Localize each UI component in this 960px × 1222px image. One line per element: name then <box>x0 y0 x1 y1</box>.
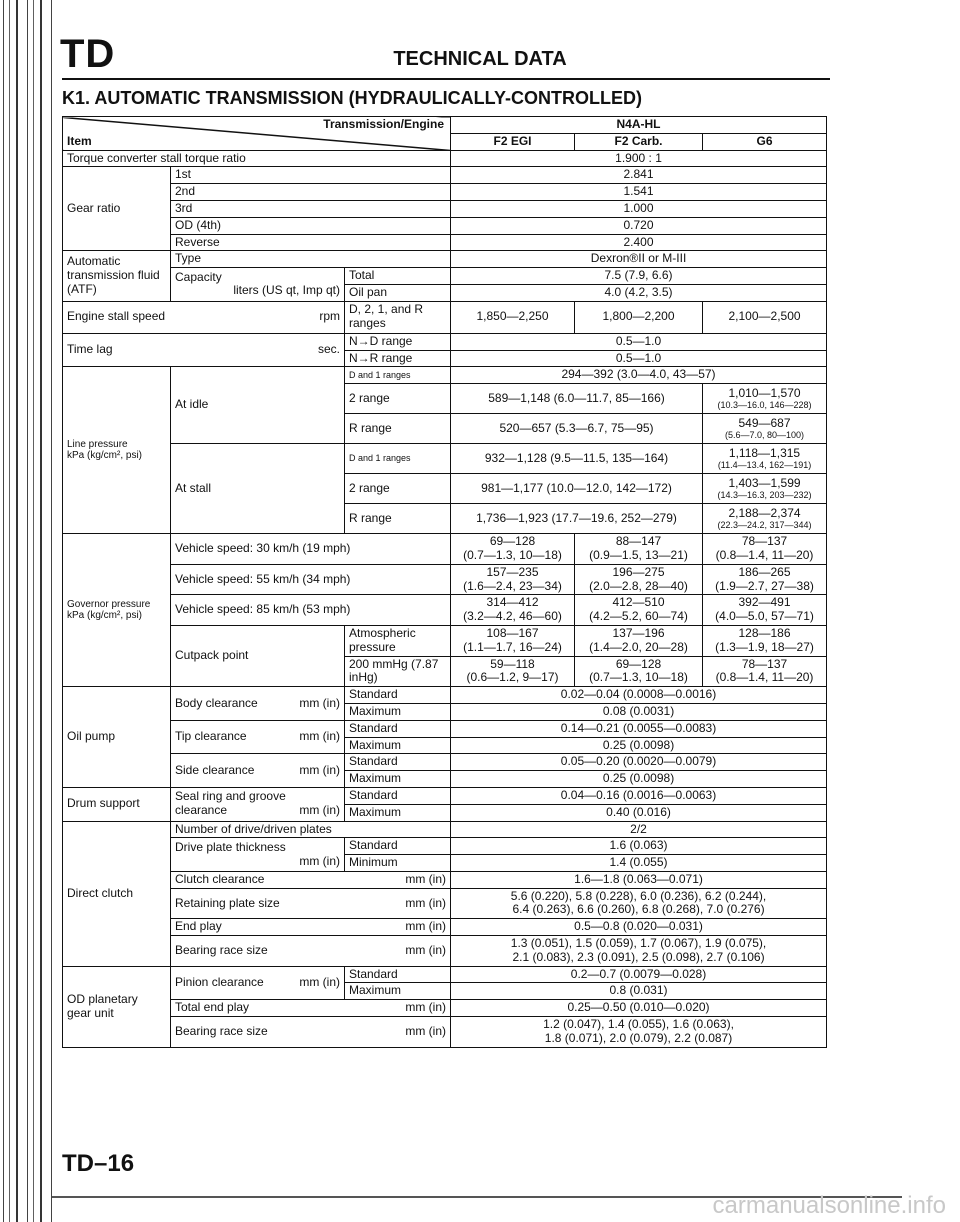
stall-speed-label: Engine stall speed rpm <box>63 301 345 333</box>
atf-capacity-label: Capacity liters (US qt, Imp qt) <box>171 268 345 302</box>
cutpack-condition: 200 mmHg (7.87 inHg) <box>345 656 451 687</box>
atf-oil-pan-value: 4.0 (4.2, 3.5) <box>451 284 827 301</box>
engine-g6: G6 <box>703 133 827 150</box>
atf-type-label: Type <box>171 251 451 268</box>
thickness-label: Drive plate thickness mm (in) <box>171 838 345 872</box>
time-lag-value: 0.5—1.0 <box>451 333 827 350</box>
section-heading: K1. AUTOMATIC TRANSMISSION (HYDRAULICALLY-CONTROLLED) <box>62 88 642 108</box>
stall-condition: D, 2, 1, and R ranges <box>345 301 451 333</box>
end-play-value: 0.5—0.8 (0.020—0.031) <box>451 919 827 936</box>
pressure-value-g6: 2,188—2,374 (22.3—24.2, 317—344) <box>703 504 827 534</box>
atf-type-value: Dexron®II or M-III <box>451 251 827 268</box>
oil-pump-label: Oil pump <box>63 687 171 788</box>
std-value: 0.2—0.7 (0.0079—0.028) <box>451 966 827 983</box>
line-pressure-label: Line pressure kPa (kg/cm², psi) <box>63 367 171 534</box>
pressure-value-g6: 549—687 (5.6—7.0, 80—100) <box>703 414 827 444</box>
atf-oil-pan-label: Oil pan <box>345 284 451 301</box>
clearance-label: Tip clearance mm (in) <box>171 720 345 754</box>
row-label: Torque converter stall torque ratio <box>63 150 451 167</box>
group-label: Gear ratio <box>63 167 171 251</box>
gear-value: 2.841 <box>451 167 827 184</box>
time-lag-label: Time lag sec. <box>63 333 345 367</box>
gov-value: 412—510 (4.2—5.2, 60—74) <box>575 595 703 626</box>
engine-f2-carb: F2 Carb. <box>575 133 703 150</box>
std-value: 0.05—0.20 (0.0020—0.0079) <box>451 754 827 771</box>
model-header: N4A-HL <box>451 117 827 134</box>
gear-value: 1.541 <box>451 184 827 201</box>
gear-value: 0.720 <box>451 217 827 234</box>
spec-table <box>62 116 827 1048</box>
stall-value: 1,800—2,200 <box>575 301 703 333</box>
vehicle-speed: Vehicle speed: 85 km/h (53 mph) <box>171 595 451 626</box>
pressure-value: 589—1,148 (6.0—11.7, 85—166) <box>451 384 703 414</box>
governor-pressure-label: Governor pressure kPa (kg/cm², psi) <box>63 534 171 687</box>
clutch-clearance-value: 1.6—1.8 (0.063—0.071) <box>451 871 827 888</box>
time-lag-value: 0.5—1.0 <box>451 350 827 367</box>
max-value: 0.40 (0.016) <box>451 804 827 821</box>
gear-name: Reverse <box>171 234 451 251</box>
section-code: TD <box>60 32 116 76</box>
stall-value: 1,850—2,250 <box>451 301 575 333</box>
gear-value: 1.000 <box>451 200 827 217</box>
bearing-race-label: Bearing race size mm (in) <box>171 1017 451 1048</box>
max-label: Maximum <box>345 703 451 720</box>
header-corner-cell: Transmission/Engine Item <box>63 117 451 151</box>
end-play-label: End play mm (in) <box>171 919 451 936</box>
clearance-label: Side clearance mm (in) <box>171 754 345 788</box>
bearing-race-value: 1.2 (0.047), 1.4 (0.055), 1.6 (0.063), 1.8 (0.071), 2.0 (0.079), 2.2 (0.087) <box>451 1017 827 1048</box>
max-label: Maximum <box>345 983 451 1000</box>
range-label: D and 1 ranges <box>345 367 451 384</box>
std-label: Standard <box>345 754 451 771</box>
stall-value: 2,100—2,500 <box>703 301 827 333</box>
bearing-race-value: 1.3 (0.051), 1.5 (0.059), 1.7 (0.067), 1.9 (0.075), 2.1 (0.083), 2.3 (0.091), 2.5 (0.098), 2.7 (0.106) <box>451 936 827 967</box>
gear-name: 1st <box>171 167 451 184</box>
time-lag-range: N→R range <box>345 350 451 367</box>
pressure-value: 932—1,128 (9.5—11.5, 135—164) <box>451 444 703 474</box>
gov-value: 186—265 (1.9—2.7, 27—38) <box>703 564 827 595</box>
binding-edge <box>0 0 52 1222</box>
pressure-value-g6: 1,118—1,315 (11.4—13.4, 162—191) <box>703 444 827 474</box>
header-rule <box>62 78 830 80</box>
clutch-clearance-label: Clutch clearance mm (in) <box>171 871 451 888</box>
atf-total-value: 7.5 (7.9, 6.6) <box>451 268 827 285</box>
gov-value: 128—186 (1.3—1.9, 18—27) <box>703 625 827 656</box>
page-number: TD–16 <box>62 1150 135 1177</box>
max-label: Maximum <box>345 771 451 788</box>
bearing-race-label: Bearing race size mm (in) <box>171 936 451 967</box>
std-label: Standard <box>345 787 451 804</box>
max-value: 0.8 (0.031) <box>451 983 827 1000</box>
pressure-value: 981—1,177 (10.0—12.0, 142—172) <box>451 474 703 504</box>
gov-value: 108—167 (1.1—1.7, 16—24) <box>451 625 575 656</box>
range-label: D and 1 ranges <box>345 444 451 474</box>
gear-name: 2nd <box>171 184 451 201</box>
std-label: Standard <box>345 966 451 983</box>
pressure-value: 520—657 (5.3—6.7, 75—95) <box>451 414 703 444</box>
time-lag-range: N→D range <box>345 333 451 350</box>
gov-value: 392—491 (4.0—5.0, 57—71) <box>703 595 827 626</box>
gov-value: 196—275 (2.0—2.8, 28—40) <box>575 564 703 595</box>
std-value: 0.04—0.16 (0.0016—0.0063) <box>451 787 827 804</box>
min-value: 1.4 (0.055) <box>451 855 827 872</box>
atf-total-label: Total <box>345 268 451 285</box>
gear-value: 2.400 <box>451 234 827 251</box>
gov-value: 88—147 (0.9—1.5, 13—21) <box>575 534 703 565</box>
gov-value: 157—235 (1.6—2.4, 23—34) <box>451 564 575 595</box>
std-value: 0.14—0.21 (0.0055—0.0083) <box>451 720 827 737</box>
retaining-plate-label: Retaining plate size mm (in) <box>171 888 451 919</box>
gov-value: 78—137 (0.8—1.4, 11—20) <box>703 534 827 565</box>
gov-value: 78—137 (0.8—1.4, 11—20) <box>703 656 827 687</box>
range-label: 2 range <box>345 384 451 414</box>
cutpack-label: Cutpack point <box>171 625 345 686</box>
max-value: 0.25 (0.0098) <box>451 737 827 754</box>
range-label: R range <box>345 414 451 444</box>
std-label: Standard <box>345 687 451 704</box>
std-value: 0.02—0.04 (0.0008—0.0016) <box>451 687 827 704</box>
max-value: 0.25 (0.0098) <box>451 771 827 788</box>
gov-value: 314—412 (3.2—4.2, 46—60) <box>451 595 575 626</box>
total-end-play-value: 0.25—0.50 (0.010—0.020) <box>451 1000 827 1017</box>
pressure-value: 1,736—1,923 (17.7—19.6, 252—279) <box>451 504 703 534</box>
range-label: R range <box>345 504 451 534</box>
std-value: 1.6 (0.063) <box>451 838 827 855</box>
at-stall-label: At stall <box>171 444 345 534</box>
gov-value: 69—128 (0.7—1.3, 10—18) <box>451 534 575 565</box>
range-label: 2 range <box>345 474 451 504</box>
vehicle-speed: Vehicle speed: 30 km/h (19 mph) <box>171 534 451 565</box>
min-label: Minimum <box>345 855 451 872</box>
drum-support-label: Drum support <box>63 787 171 821</box>
group-label: Automatic transmission fluid (ATF) <box>63 251 171 301</box>
gov-value: 59—118 (0.6—1.2, 9—17) <box>451 656 575 687</box>
retaining-plate-value: 5.6 (0.220), 5.8 (0.228), 6.0 (0.236), 6.2 (0.244), 6.4 (0.263), 6.6 (0.260), 6.8 (0.268), 7.0 (0.276) <box>451 888 827 919</box>
max-label: Maximum <box>345 804 451 821</box>
od-planetary-label: OD planetary gear unit <box>63 966 171 1047</box>
page-title: TECHNICAL DATA <box>393 48 567 70</box>
row-value: 1.900 : 1 <box>451 150 827 167</box>
pressure-value-g6: 1,403—1,599 (14.3—16.3, 203—232) <box>703 474 827 504</box>
total-end-play-label: Total end play mm (in) <box>171 1000 451 1017</box>
vehicle-speed: Vehicle speed: 55 km/h (34 mph) <box>171 564 451 595</box>
direct-clutch-label: Direct clutch <box>63 821 171 966</box>
std-label: Standard <box>345 720 451 737</box>
gov-value: 137—196 (1.4—2.0, 20—28) <box>575 625 703 656</box>
plates-label: Number of drive/driven plates <box>171 821 451 838</box>
seal-ring-label: Seal ring and groove clearance mm (in) <box>171 787 345 821</box>
engine-f2-egi: F2 EGI <box>451 133 575 150</box>
pressure-value: 294—392 (3.0—4.0, 43—57) <box>451 367 827 384</box>
plates-value: 2/2 <box>451 821 827 838</box>
gear-name: 3rd <box>171 200 451 217</box>
watermark: carmanualsonline.info <box>712 1192 946 1219</box>
max-value: 0.08 (0.0031) <box>451 703 827 720</box>
at-idle-label: At idle <box>171 367 345 444</box>
gear-name: OD (4th) <box>171 217 451 234</box>
clearance-label: Body clearance mm (in) <box>171 687 345 721</box>
gov-value: 69—128 (0.7—1.3, 10—18) <box>575 656 703 687</box>
pressure-value-g6: 1,010—1,570 (10.3—16.0, 146—228) <box>703 384 827 414</box>
max-label: Maximum <box>345 737 451 754</box>
pinion-clearance-label: Pinion clearance mm (in) <box>171 966 345 1000</box>
std-label: Standard <box>345 838 451 855</box>
cutpack-condition: Atmospheric pressure <box>345 625 451 656</box>
